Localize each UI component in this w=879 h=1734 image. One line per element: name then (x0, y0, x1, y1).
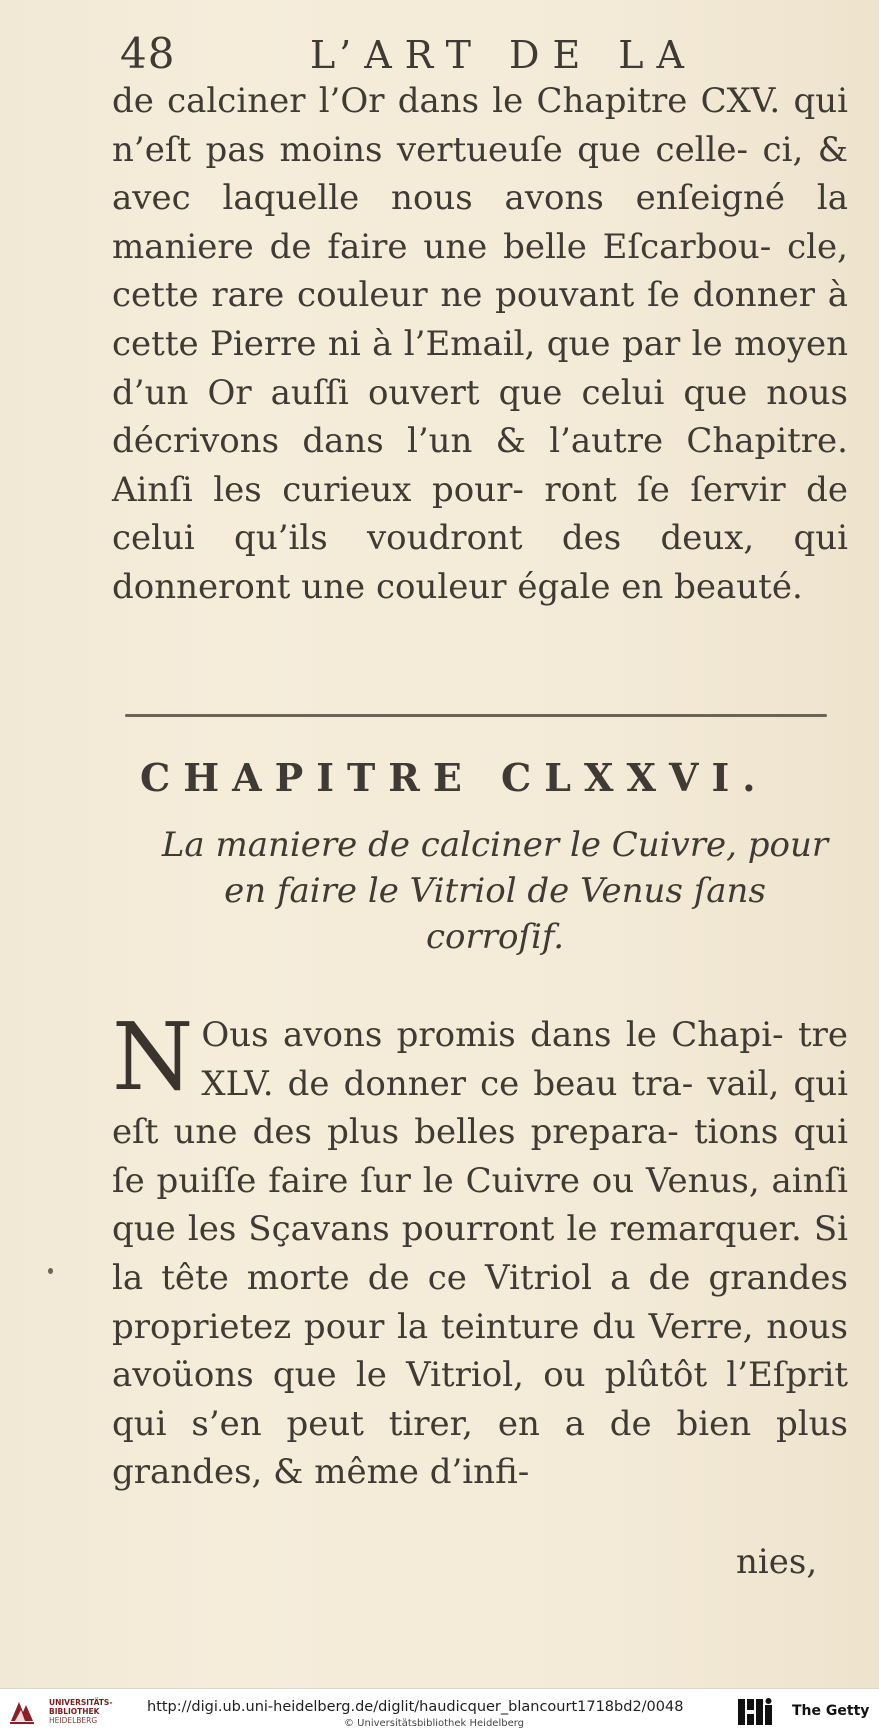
section-divider (125, 714, 827, 717)
library-city: HEIDELBERG (49, 1716, 98, 1725)
digitization-footer (0, 1688, 879, 1734)
ink-speck (48, 1268, 53, 1274)
text-line: ront ſe ſervir de celui qu’ils voudront (112, 469, 848, 559)
page-header (120, 28, 820, 80)
text-line: cle, cette rare couleur ne pouvant ſe (112, 226, 848, 316)
library-name-line: UNIVERSITÄTS- (49, 1698, 113, 1707)
text-line: a de bien plus grandes, & même d’infi- (112, 1403, 848, 1493)
text-line: ou plûtôt l’Eſprit qui s’en peut tirer, en (112, 1355, 849, 1444)
first-word: Ous (201, 1015, 269, 1055)
text-line: du Verre, nous avoüons que le Vitriol, (112, 1306, 849, 1396)
text-line: qui n’eſt pas moins vertueuſe que celle- (112, 81, 848, 170)
text-line: tre XLV. de donner ce beau tra- (201, 1015, 848, 1104)
subtitle-line: La maniere de calciner le Cuivre, pour (161, 825, 829, 865)
drop-cap: N (112, 1003, 194, 1111)
library-name (49, 1698, 129, 1725)
catchword: nies, (736, 1542, 818, 1582)
running-title: L’ART DE LA (310, 33, 697, 77)
chapter-paragraph (112, 1003, 849, 1571)
partner-name: The Getty (792, 1703, 870, 1719)
subtitle-line: en faire le Vitriol de Venus ſans (224, 871, 766, 911)
text-line: tions qui ſe puiſſe faire ſur le Cuivre ou (112, 1112, 849, 1201)
text-line: par le moyen d’un Or auſſi ouvert que (112, 323, 849, 413)
chapter-heading: CHAPITRE CLXXVI. (140, 755, 769, 800)
text-line: celui que nous décrivons dans l’un & (112, 372, 849, 462)
page-number: 48 (120, 29, 176, 78)
text-line: a de grandes proprietez pour la teinture (112, 1257, 848, 1347)
text-line: vail, qui eſt une des plus belles prepara- (112, 1063, 848, 1153)
copyright-notice: © Universitätsbibliothek Heidelberg (344, 1718, 525, 1729)
getty-logo-icon (736, 1696, 776, 1728)
text-line: l’autre Chapitre. Ainſi les curieux pour- (112, 421, 848, 510)
text-line: des deux, qui donneront une couleur (112, 518, 848, 607)
subtitle-line: corroſif. (425, 917, 565, 957)
library-name-line: BIBLIOTHEK (49, 1707, 100, 1716)
continued-paragraph (112, 77, 848, 657)
source-url-link[interactable]: http://digi.ub.uni-heidelberg.de/diglit/haudicquer_blancourt1718bd2/0048 (147, 1699, 684, 1715)
text-line: donner à cette Pierre ni à l’Email, que (112, 275, 849, 364)
text-line: avons promis dans le Chapi- (268, 1015, 784, 1055)
heidelberg-library-logo-icon (7, 1697, 37, 1727)
text-line: la maniere de faire une belle Eſcarbou- (112, 178, 849, 267)
text-line: égale en beauté. (517, 566, 803, 607)
text-line: de calciner l’Or dans le Chapitre CXV. (112, 81, 781, 121)
chapter-subtitle (145, 822, 845, 960)
text-line: Venus, ainſi que les Sçavans pourront le (112, 1160, 848, 1250)
text-line: ci, & avec laquelle nous avons enſeigné (112, 129, 848, 219)
text-line: remarquer. Si la tête morte de ce Vitriol (112, 1209, 848, 1298)
